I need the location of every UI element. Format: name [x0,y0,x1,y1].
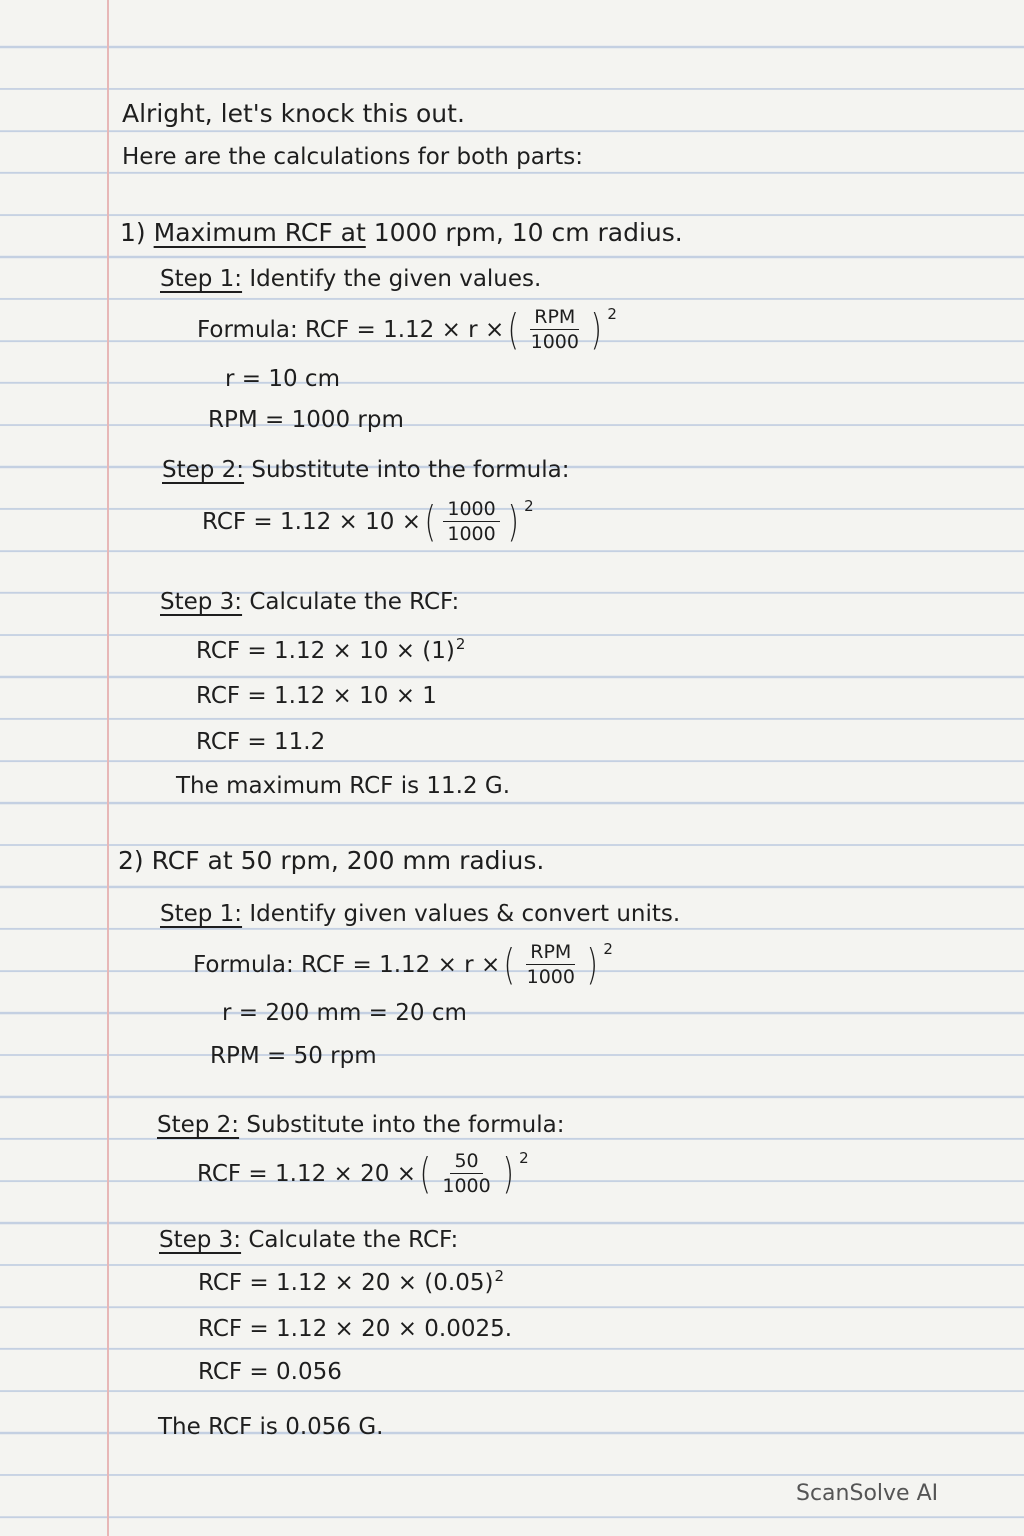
part2-calc-3: RCF = 0.056 [198,1359,342,1385]
part2-step1 [160,903,680,926]
fraction [527,308,583,352]
part2-step3 [159,1229,458,1252]
part1-calc-1 [196,635,466,664]
margin-line [107,0,109,1536]
part1-step3 [160,591,459,614]
part2-heading [118,848,544,873]
step-label: Step 3: [160,589,243,615]
right-paren: ) [586,940,598,989]
step-label: Step 3: [159,1227,242,1253]
part1-heading-rest: 1000 rpm, 10 cm radius. [373,218,683,247]
part1-heading [120,220,683,245]
calc-text: RCF = 1.12 × 10 × (1) [196,638,455,664]
part2-rpm-line: RPM = 50 rpm [210,1043,377,1069]
step-label: Step 1: [160,901,243,927]
left-paren: ( [503,940,516,989]
exponent: 2 [519,1148,529,1167]
fraction [523,943,579,987]
part1-step1 [160,268,541,291]
part1-result: The maximum RCF is 11.2 G. [176,773,511,799]
watermark-text: ScanSolve AI [796,1481,939,1506]
intro-line-2: Here are the calculations for both parts: [122,144,584,170]
right-paren: ) [507,497,519,546]
right-paren: ) [590,305,602,354]
denominator: 1000 [526,966,575,988]
step-text: Calculate the RCF: [248,1227,459,1253]
part2-heading-text: RCF at 50 rpm, 200 mm radius. [151,846,545,875]
intro-line-1: Alright, let's knock this out. [122,99,465,128]
part2-substitution [197,1148,529,1198]
part1-substitution [202,496,534,546]
formula-prefix: Formula: RCF = 1.12 × r × [197,316,505,343]
part2-result: The RCF is 0.056 G. [158,1414,384,1440]
part2-step2 [157,1114,564,1137]
calc-text: RCF = 1.12 × 20 × (0.05) [198,1270,494,1296]
part2-formula [193,939,613,989]
part1-r-line: r = 10 cm [225,366,340,392]
formula-prefix: Formula: RCF = 1.12 × r × [193,951,501,978]
step-text: Calculate the RCF: [249,589,460,615]
part2-r-line: r = 200 mm = 20 cm [222,1000,467,1026]
part1-calc-3: RCF = 11.2 [196,729,326,755]
exponent: 2 [607,304,617,323]
numerator: 1000 [443,500,499,522]
denominator: 1000 [447,523,496,545]
step-label: Step 1: [160,266,243,292]
fraction [438,1152,494,1196]
step-label: Step 2: [157,1112,240,1138]
right-paren: ) [502,1149,514,1198]
part1-number: 1) [120,218,146,247]
exponent: 2 [494,1267,504,1285]
exponent: 2 [524,496,534,515]
part1-rpm-line: RPM = 1000 rpm [208,407,404,433]
part2-calc-2: RCF = 1.12 × 20 × 0.0025. [198,1316,513,1342]
left-paren: ( [507,305,520,354]
denominator: 1000 [530,331,579,353]
part2-calc-1 [198,1267,504,1296]
step-text: Identify the given values. [249,266,542,292]
step-label: Step 2: [162,457,245,483]
fraction [443,500,499,544]
part2-number: 2) [118,846,144,875]
part1-calc-2: RCF = 1.12 × 10 × 1 [196,683,437,709]
step-text: Identify given values & convert units. [249,901,681,927]
part1-step2 [162,459,569,482]
part1-heading-underlined: Maximum RCF at [153,218,366,247]
exponent: 2 [603,939,613,958]
denominator: 1000 [442,1175,491,1197]
step-text: Substitute into the formula: [251,457,570,483]
sub-prefix: RCF = 1.12 × 20 × [197,1160,416,1187]
numerator: RPM [530,308,579,330]
numerator: RPM [526,943,575,965]
left-paren: ( [419,1149,431,1198]
left-paren: ( [424,497,436,546]
sub-prefix: RCF = 1.12 × 10 × [202,508,421,535]
step-text: Substitute into the formula: [246,1112,565,1138]
part1-formula [197,304,617,354]
numerator: 50 [450,1152,482,1174]
exponent: 2 [455,635,466,653]
